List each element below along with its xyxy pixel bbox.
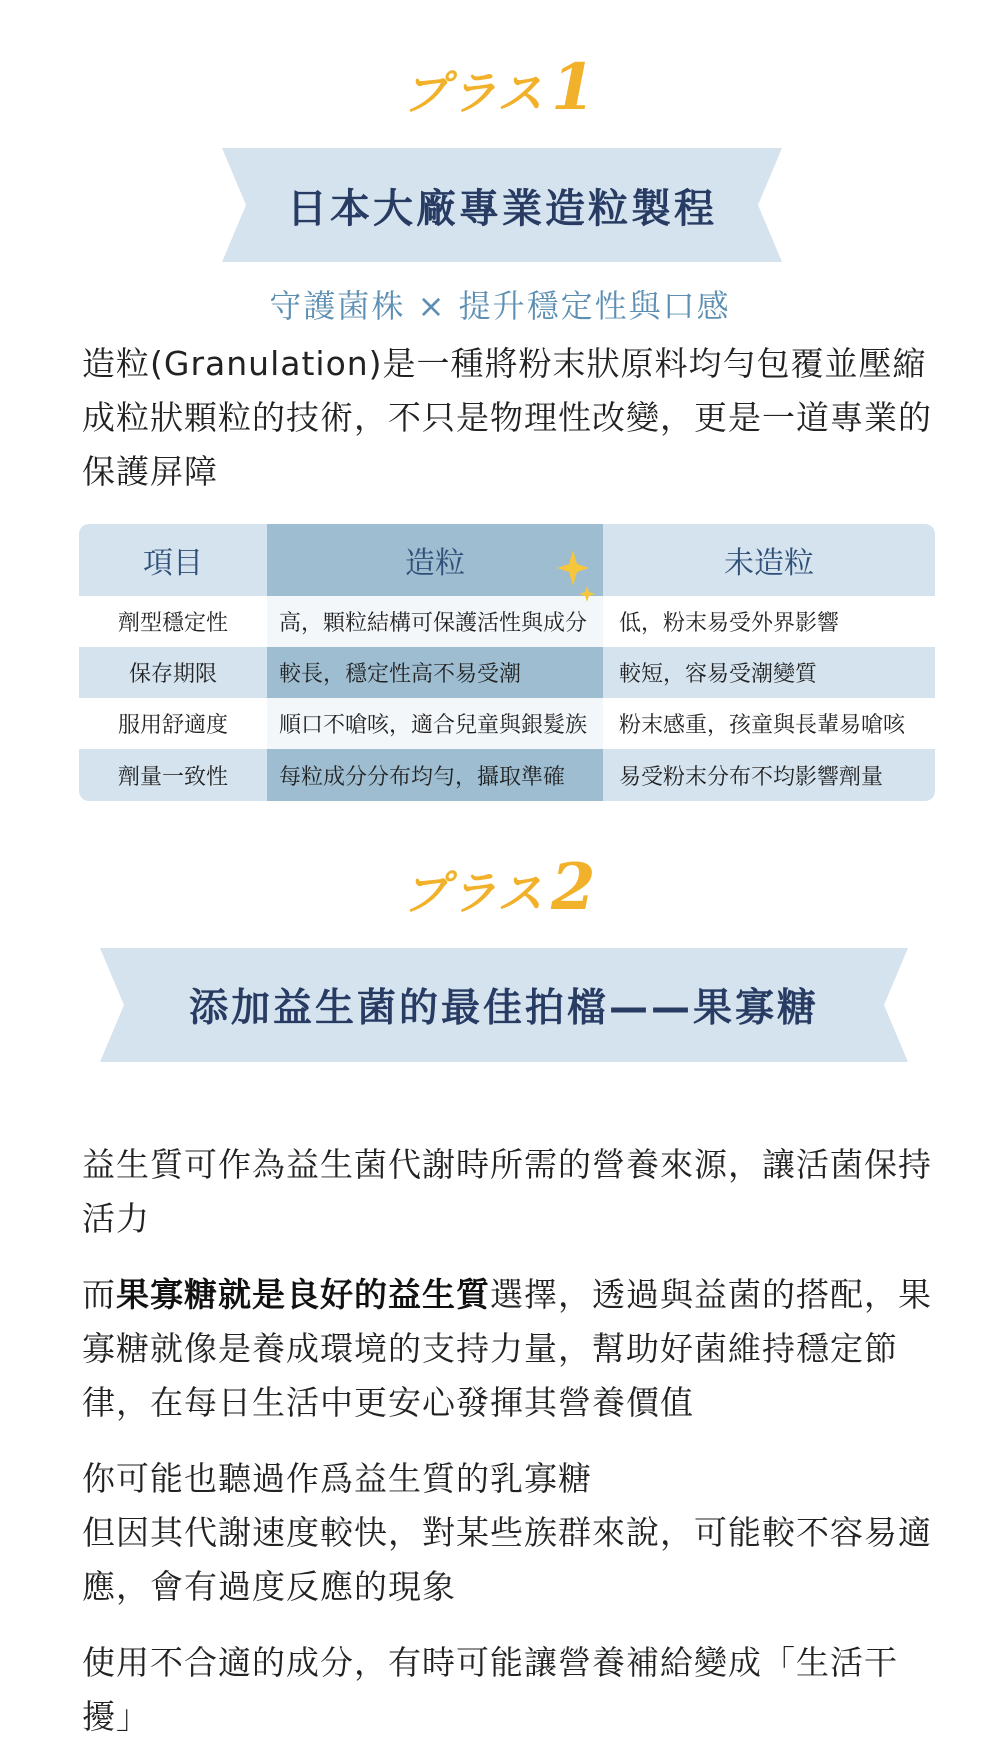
closing-paragraph: 使用不合適的成分，有時可能讓營養補給變成「生活干擾」 (82, 1643, 898, 1736)
granulated-value: 高，顆粒結構可保護活性與成分 (267, 596, 603, 647)
not-granulated-value: 低，粉末易受外界影響 (619, 611, 840, 636)
row-label: 劑量一致性 (117, 764, 228, 790)
lactulose-line-2: 但因其代謝速度較快，對某些族群來說，可能較不容易適應，會有過度反應的現象 (82, 1513, 932, 1606)
plus-1-heading (0, 50, 1000, 125)
fos-prefix: 而 (82, 1275, 116, 1314)
fos-paragraph (82, 1268, 942, 1430)
table-row (79, 647, 935, 698)
banner-2-title: 添加益生菌的最佳拍檔——果寡糖 (188, 986, 819, 1031)
fos-emphasis: 果寡糖就是良好的益生質 (116, 1275, 490, 1314)
comparison-table (79, 524, 935, 801)
sparkle-icon (557, 550, 597, 606)
granulated-value: 較長，穩定性高不易受潮 (267, 647, 603, 698)
section-2-banner (100, 948, 908, 1062)
row-label: 劑型穩定性 (117, 611, 228, 636)
prebiotic-paragraph: 益生質可作為益生菌代謝時所需的營養來源，讓活菌保持活力 (82, 1145, 932, 1238)
plus-2-heading (0, 850, 1000, 925)
table-header-row (79, 524, 935, 596)
plus-number: 2 (551, 850, 598, 925)
plus-word: プラス (402, 866, 546, 920)
lactulose-line-1: 你可能也聽過作爲益生質的乳寡糖 (82, 1459, 592, 1498)
banner-1-title: 日本大廠專業造粒製程 (287, 185, 717, 232)
not-granulated-value: 較短，容易受潮變質 (619, 662, 818, 687)
table-row (79, 596, 935, 647)
section-1-banner (222, 148, 782, 262)
not-granulated-value: 粉末感重，孩童與長輩易嗆咳 (619, 713, 906, 738)
row-label: 服用舒適度 (117, 713, 228, 738)
table-row (79, 749, 935, 801)
header-granulated: 造粒 (267, 524, 603, 596)
plus-word: プラス (402, 66, 546, 120)
fos-body: 選擇，透過與益菌的搭配，果寡糖就像是養成環境的支持力量，幫助好菌維持穩定節律，在每日生活中更安心發揮其營養價值 (82, 1275, 932, 1422)
header-item: 項目 (143, 546, 203, 581)
lactulose-paragraph (82, 1452, 942, 1614)
plus-number: 1 (551, 50, 598, 125)
table-row (79, 698, 935, 749)
not-granulated-value: 易受粉末分布不均影響劑量 (619, 764, 884, 790)
header-not-granulated: 未造粒 (724, 546, 814, 581)
granulated-value: 順口不嗆咳，適合兒童與銀髮族 (267, 698, 603, 749)
row-label: 保存期限 (128, 662, 217, 687)
section-1-subtitle: 守護菌株 × 提升穩定性與口感 (269, 287, 731, 325)
granulated-value: 每粒成分分布均勻，攝取準確 (267, 749, 603, 801)
granulation-intro: 造粒(Granulation)是一種將粉末狀原料均勻包覆並壓縮成粒狀顆粒的技術，不只是物理性改變，更是一道專業的保護屏障 (82, 344, 932, 491)
